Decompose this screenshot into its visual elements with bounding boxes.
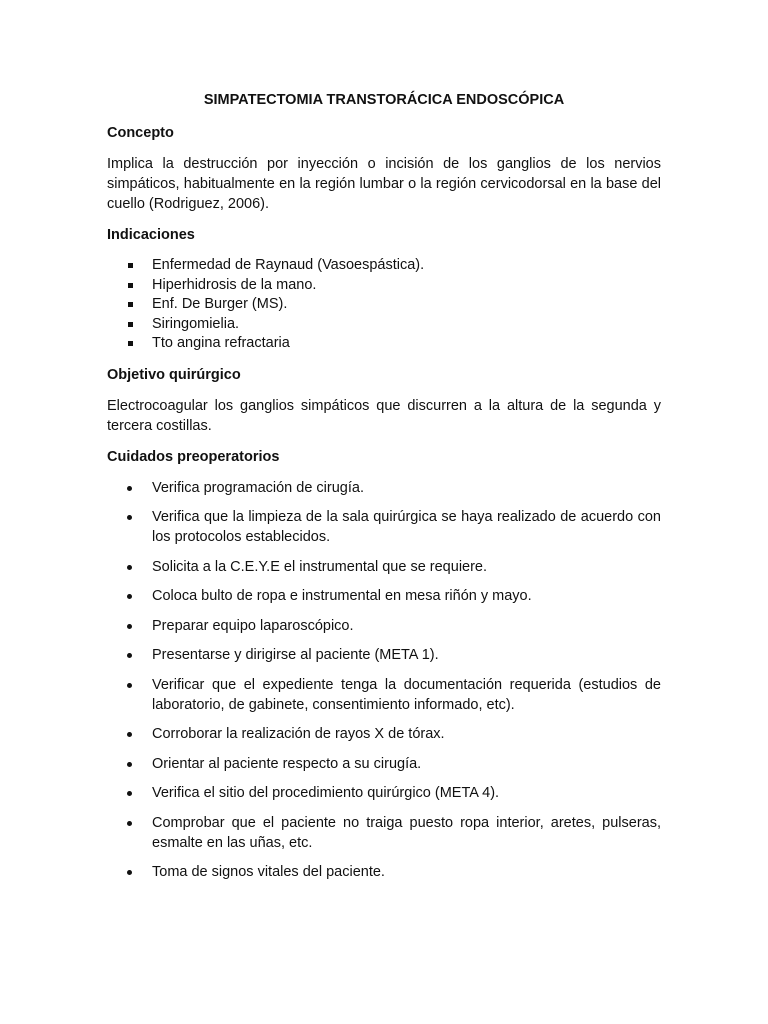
list-item (107, 616, 661, 636)
list-item-text: Tto angina refractaria (152, 335, 290, 351)
round-bullet-icon (127, 791, 132, 796)
round-bullet-icon (127, 870, 132, 875)
list-item-text: Enfermedad de Raynaud (Vasoespástica). (152, 257, 425, 273)
round-bullet-icon (127, 653, 132, 658)
list-item-text: Siringomielia. (152, 315, 240, 332)
round-bullet-icon (127, 565, 132, 570)
list-item-text: Verifica que la limpieza de la sala quirúrgica se haya realizado de acuerdo con los protocolos establecidos. (152, 509, 661, 545)
list-item (107, 295, 661, 315)
list-item (107, 813, 661, 853)
list-item-text: Coloca bulto de ropa e instrumental en mesa riñón y mayo. (152, 588, 532, 604)
heading-concepto: Concepto (107, 125, 174, 141)
round-bullet-icon (127, 762, 132, 767)
list-item (107, 557, 661, 577)
list-item-text: Corroborar la realización de rayos X de tórax. (152, 726, 445, 742)
list-item-text: Presentarse y dirigirse al paciente (META 1). (152, 647, 439, 663)
round-bullet-icon (127, 515, 132, 520)
heading-indicaciones: Indicaciones (107, 227, 195, 243)
list-item (107, 754, 661, 774)
list-item (107, 334, 661, 354)
round-bullet-icon (127, 624, 132, 629)
round-bullet-icon (127, 821, 132, 826)
list-item-text: Hiperhidrosis de la mano. (152, 276, 317, 293)
list-item-text: Orientar al paciente respecto a su cirugía. (152, 755, 422, 772)
document-title: SIMPATECTOMIA TRANSTORÁCICA ENDOSCÓPICA (203, 92, 565, 108)
list-indicaciones (107, 256, 661, 354)
list-item-text: Enf. De Burger (MS). (152, 296, 288, 312)
list-item-text: Verificar que el expediente tenga la documentación requerida (estudios de laboratorio, de gabinete, consentimiento informado, etc). (152, 676, 661, 713)
list-item-text: Toma de signos vitales del paciente. (152, 864, 385, 880)
square-bullet-icon (128, 341, 133, 346)
paragraph-objetivo: Electrocoagular los ganglios simpáticos que discurren a la altura de la segunda y tercera costillas. (107, 397, 661, 434)
list-item (107, 478, 661, 498)
list-cuidados (107, 478, 661, 883)
round-bullet-icon (127, 594, 132, 599)
square-bullet-icon (128, 283, 133, 288)
document-body (107, 88, 661, 892)
round-bullet-icon (127, 486, 132, 491)
list-item (107, 586, 661, 606)
list-item (107, 256, 661, 276)
square-bullet-icon (128, 263, 133, 268)
list-item-text: Solicita a la C.E.Y.E el instrumental que se requiere. (152, 558, 488, 575)
list-item-text: Verifica el sitio del procedimiento quirúrgico (META 4). (152, 785, 500, 801)
square-bullet-icon (128, 322, 133, 327)
list-item (107, 862, 661, 882)
list-item-text: Verifica programación de cirugía. (152, 479, 364, 496)
heading-objetivo: Objetivo quirúrgico (107, 366, 241, 383)
paragraph-concepto: Implica la destrucción por inyección o incisión de los ganglios de los nervios simpáticos, habitualmente en la región lumbar o la región cervicodorsal en la base del cuello (Rodriguez, 2006). (107, 156, 661, 212)
list-item (107, 724, 661, 744)
list-item (107, 675, 661, 715)
list-item-text: Preparar equipo laparoscópico. (152, 617, 354, 634)
heading-cuidados: Cuidados preoperatorios (107, 448, 280, 465)
round-bullet-icon (127, 683, 132, 688)
round-bullet-icon (127, 732, 132, 737)
list-item (107, 315, 661, 335)
list-item (107, 645, 661, 665)
list-item (107, 507, 661, 547)
list-item-text: Comprobar que el paciente no traiga puesto ropa interior, aretes, pulseras, esmalte en las uñas, etc. (152, 814, 661, 851)
list-item (107, 276, 661, 296)
list-item (107, 783, 661, 803)
square-bullet-icon (128, 302, 133, 307)
